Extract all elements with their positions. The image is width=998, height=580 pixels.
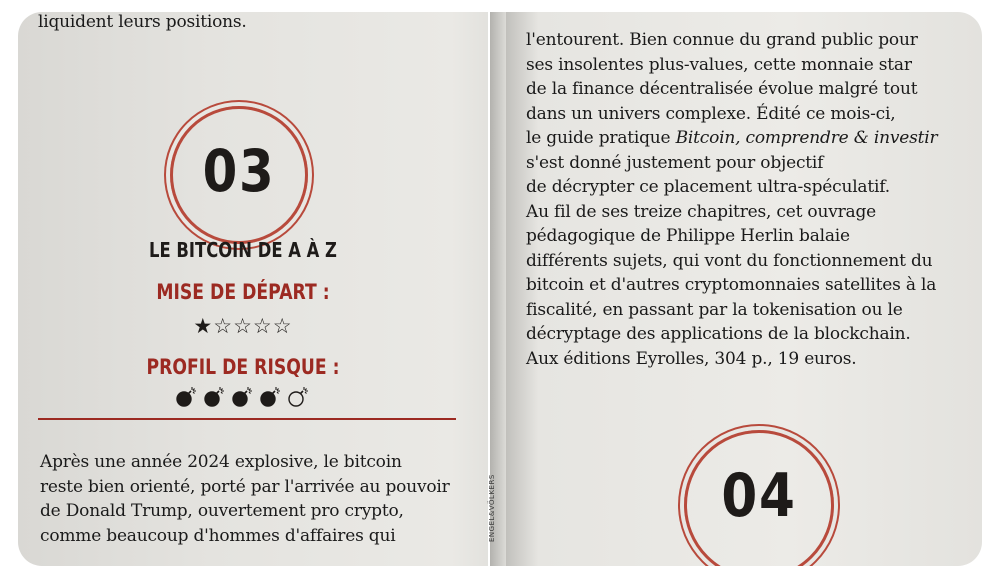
text-line: Après une année 2024 explosive, le bitcoin (40, 452, 402, 472)
risk-rating-bombs (18, 386, 468, 412)
text-line: ses insolentes plus-values, cette monnaie star (526, 54, 912, 75)
filled-bomb-icon (259, 386, 283, 408)
top-text-line: liquident leurs positions. (38, 12, 247, 32)
text-line: de la finance décentralisée évolue malgré tout (526, 79, 918, 99)
gutter-credit: ENGEL&VÖLKERS (488, 474, 496, 542)
filled-bomb-icon (231, 386, 255, 408)
text-line: différents sujets, qui vont du fonctionnement du (526, 250, 933, 271)
text-line: s'est donné justement pour objectif (526, 152, 824, 173)
left-page (18, 12, 488, 566)
right-body-text (526, 28, 982, 371)
text-line: le guide pratique Bitcoin, comprendre & investir (526, 128, 938, 148)
empty-star-icon: ☆ (252, 314, 273, 338)
filled-star-icon: ★ (193, 314, 214, 338)
mise-de-depart-label: MISE DE DÉPART : (156, 280, 330, 304)
profil-de-risque-label: PROFIL DE RISQUE : (146, 355, 340, 379)
section-number: 03 (202, 137, 276, 205)
left-body-text (40, 450, 470, 548)
empty-star-icon: ☆ (233, 314, 253, 338)
empty-star-icon: ☆ (272, 314, 293, 338)
text-line: comme beaucoup d'hommes d'affaires qui (40, 525, 396, 546)
section-divider (38, 418, 456, 420)
section-title: LE BITCOIN DE A À Z (149, 238, 337, 262)
text-line: de décrypter ce placement ultra-spéculatif. (526, 177, 890, 197)
book-title: Bitcoin, comprendre & investir (675, 128, 938, 148)
text-line: fiscalité, en passant par la tokenisation ou le (526, 299, 903, 320)
empty-bomb-icon (287, 386, 311, 408)
magazine-photo (18, 12, 982, 566)
text-line: dans un univers complexe. Édité ce mois-ci, (526, 103, 896, 124)
filled-bomb-icon (203, 386, 227, 408)
section-number-badge (170, 106, 308, 244)
text-line: Aux éditions Eyrolles, 304 p., 19 euros. (526, 348, 857, 369)
text-line: bitcoin et d'autres cryptomonnaies satellites à la (526, 275, 937, 295)
text-line: pédagogique de Philippe Herlin balaie (526, 226, 850, 246)
text-line: de Donald Trump, ouvertement pro crypto, (40, 501, 404, 521)
mise-rating-stars (18, 314, 468, 338)
empty-star-icon: ☆ (213, 314, 234, 338)
text-line: reste bien orienté, porté par l'arrivée au pouvoir (40, 476, 450, 497)
text-line: décryptage des applications de la blockchain. (526, 324, 911, 344)
text-line: l'entourent. Bien connue du grand public pour (526, 30, 918, 50)
filled-bomb-icon (175, 386, 199, 408)
text-line: Au fil de ses treize chapitres, cet ouvrage (526, 201, 877, 222)
next-section-number: 04 (721, 461, 797, 531)
right-page (506, 12, 982, 566)
next-section-badge (684, 430, 834, 566)
